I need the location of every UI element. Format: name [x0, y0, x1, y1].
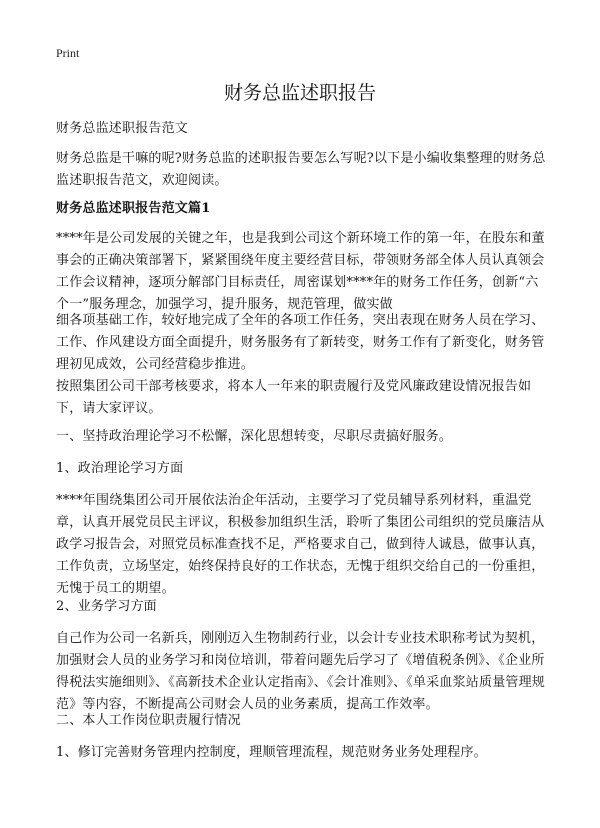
- heading-1: 一、坚持政治理论学习不松懈，深化思想转变，尽职尽责搞好服务。: [56, 429, 453, 444]
- paragraph-3: 按照集团公司干部考核要求，将本人一年来的职责履行及党风廉政建设情况报告如下，请大家评议。: [56, 379, 532, 416]
- heading-1-2: 2、业务学习方面: [56, 599, 157, 614]
- heading-2: 二、本人工作岗位职责履行情况: [56, 713, 241, 728]
- paragraph-6: 1、修订完善财务管理内控制度，理顺管理流程，规范财务业务处理程序。: [56, 745, 487, 760]
- heading-1-1: 1、政治理论学习方面: [56, 461, 184, 476]
- paragraph-5: 自己作为公司一名新兵，刚刚迈入生物制药行业，以会计专业技术职称考试为契机，加强财会人员的业务学习和岗位培训，带着问题先后学习了《增值税条例》、《企业所得税法实施细则》、《高新技术企业认定指南》、《会计准则》、《单采血浆站质量管理规范》等内容，不断提高公司财会人员的业务素质，提高工作效率。: [56, 631, 546, 712]
- page-title: 财务总监述职报告: [223, 82, 376, 104]
- intro-paragraph: 财务总监是干嘛的呢?财务总监的述职报告要怎么写呢?以下是小编收集整理的财务总监述职报告范文，欢迎阅读。: [56, 151, 546, 188]
- paragraph-2: 细各项基础工作，较好地完成了全年的各项工作任务，突出表现在财务人员在学习、工作、作风建设方面全面提升，财务服务有了新转变，财务工作有了新变化，财务管理初见成效，公司经营稳步推进。: [56, 313, 545, 372]
- paragraph-4: ****年围绕集团公司开展依法治企年活动，主要学习了党员辅导系列材料，重温党章，认真开展党员民主评议，积极参加组织生活，聆听了集团公司组织的党员廉洁从政学习报告会，对照党员标准查找不足，严格要求自己，做到待人诚恳，做事认真，工作负责，立场坚定，始终保持良好的工作状态，无愧于组织交给自己的一份重担，无愧于员工的期望。: [56, 493, 545, 596]
- section-heading: 财务总监述职报告范文篇1: [56, 201, 211, 216]
- paragraph-1: ****年是公司发展的关键之年，也是我到公司这个新环境工作的第一年，在股东和董事会的正确决策部署下，紧紧围绕年度主要经营目标，带领财务部全体人员认真领会工作会议精神，逐项分解部门目标责任，周密谋划****年的财务工作任务，创新“六个一”服务理念，加强学习，提升服务，规范管理，做实做: [56, 231, 545, 312]
- subtitle: 财务总监述职报告范文: [56, 121, 189, 136]
- print-link[interactable]: Print: [56, 46, 80, 60]
